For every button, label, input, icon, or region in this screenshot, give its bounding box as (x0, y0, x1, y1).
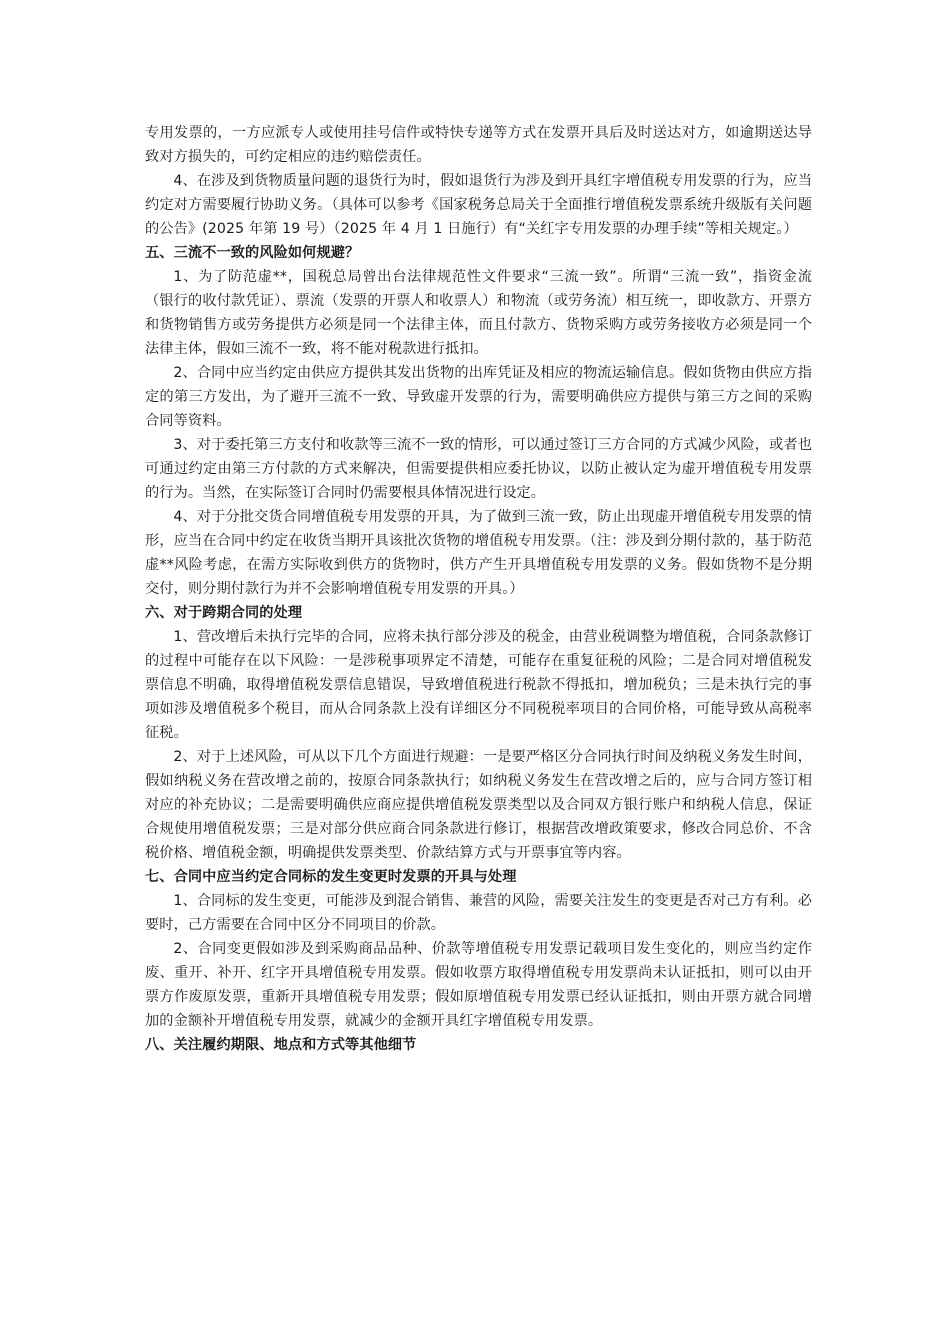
paragraph-third-party-payment: 3、对于委托第三方支付和收款等三流不一致的情形，可以通过签订三方合同的方式减少风险，或者也可通过约定由第三方付款的方式来解决，但需要提供相应委托协议，以防止被认定为虚开增值税专用发票的行为。当然，在实际签订合同时仍需要根具体情况进行设定。 (145, 437, 812, 501)
section-heading-8: 八、关注履约期限、地点和方式等其他细节 (145, 1037, 417, 1053)
document-body (145, 121, 812, 1057)
paragraph-red-invoice-return: 4、在涉及到货物质量问题的退货行为时，假如退货行为涉及到开具红字增值税专用发票的行为，应当约定对方需要履行协助义务。（具体可以参考《国家税务总局关于全面推行增值税发票系统升级版有关问题的公告》(2025 年第 19 号）（2025 年 4 月 1 日施行）有“关红字专用发票的办理手续”等相关规定。） (145, 173, 812, 237)
paragraph-contract-change-invoice: 2、合同变更假如涉及到采购商品品种、价款等增值税专用发票记载项目发生变化的，则应当约定作废、重开、补开、红字开具增值税专用发票。假如收票方取得增值税专用发票尚未认证抵扣，则可以由开票方作废原发票，重新开具增值税专用发票；假如原增值税专用发票已经认证抵扣，则由开票方就合同增加的金额补开增值税专用发票，就减少的金额开具红字增值税专用发票。 (145, 941, 812, 1029)
paragraph-cross-period-risks: 1、营改增后未执行完毕的合同，应将未执行部分涉及的税金，由营业税调整为增值税，合同条款修订的过程中可能存在以下风险：一是涉税事项界定不清楚，可能存在重复征税的风险；二是合同对增值税发票信息不明确，取得增值税发票信息错误，导致增值税进行税款不得抵扣，增加税负；三是未执行完的事项如涉及增值税多个税目，而从合同条款上没有详细区分不同税税率项目的合同价格，可能导致从高税率征税。 (145, 629, 812, 741)
paragraph-logistics-info: 2、合同中应当约定由供应方提供其发出货物的出库凭证及相应的物流运输信息。假如货物由供应方指定的第三方发出，为了避开三流不一致、导致虚开发票的行为，需要明确供应方提供与第三方之间的采购合同等资料。 (145, 365, 812, 429)
section-heading-6: 六、对于跨期合同的处理 (145, 605, 303, 621)
paragraph-continuation: 专用发票的，一方应派专人或使用挂号信件或特快专递等方式在发票开具后及时送达对方，如逾期送达导致对方损失的，可约定相应的违约赔偿责任。 (145, 125, 812, 165)
paragraph-batch-delivery: 4、对于分批交货合同增值税专用发票的开具，为了做到三流一致，防止出现虚开增值税专用发票的情形，应当在合同中约定在收货当期开具该批次货物的增值税专用发票。（注：涉及到分期付款的，基于防范虚**风险考虑，在需方实际收到供方的货物时，供方产生开具增值税专用发票的义务。假如货物不是分期交付，则分期付款行为并不会影响增值税专用发票的开具。） (145, 509, 812, 597)
section-heading-5: 五、三流不一致的风险如何规避？ (145, 245, 360, 261)
paragraph-subject-change: 1、合同标的发生变更，可能涉及到混合销售、兼营的风险，需要关注发生的变更是否对己方有利。必要时，己方需要在合同中区分不同项目的价款。 (145, 893, 812, 933)
paragraph-three-flows-definition: 1、为了防范虚**，国税总局曾出台法律规范性文件要求“三流一致”。所谓“三流一致”，指资金流（银行的收付款凭证）、票流（发票的开票人和收票人）和物流（或劳务流）相互统一，即收款方、开票方和货物销售方或劳务提供方必须是同一个法律主体，而且付款方、货物采购方或劳务接收方必须是同一个法律主体，假如三流不一致，将不能对税款进行抵扣。 (145, 269, 812, 357)
section-heading-7: 七、合同中应当约定合同标的发生变更时发票的开具与处理 (145, 869, 517, 885)
paragraph-cross-period-avoidance: 2、对于上述风险，可从以下几个方面进行规避：一是要严格区分合同执行时间及纳税义务发生时间，假如纳税义务在营改增之前的，按原合同条款执行；如纳税义务发生在营改增之后的，应与合同方签订相对应的补充协议；二是需要明确供应商应提供增值税发票类型以及合同双方银行账户和纳税人信息，保证合规使用增值税发票；三是对部分供应商合同条款进行修订，根据营改增政策要求，修改合同总价、不含税价格、增值税金额，明确提供发票类型、价款结算方式与开票事宜等内容。 (145, 749, 812, 861)
